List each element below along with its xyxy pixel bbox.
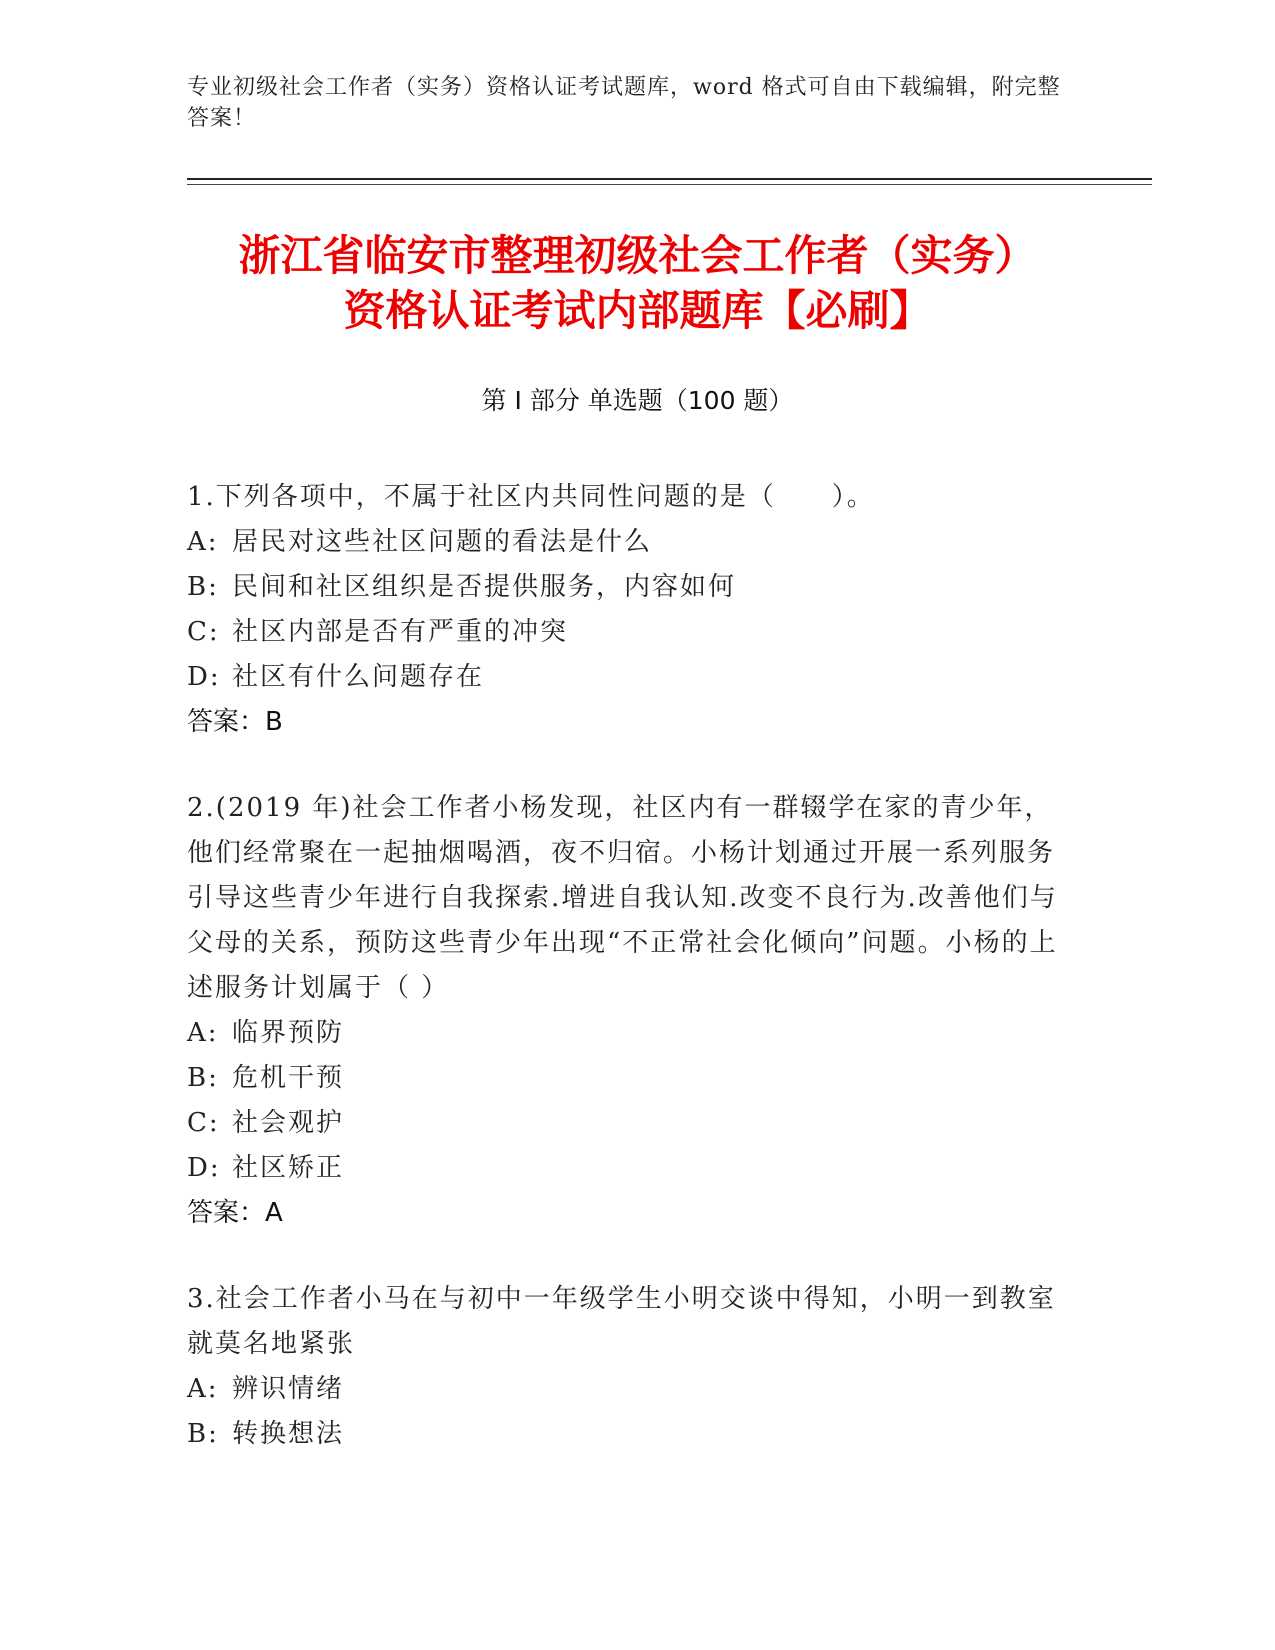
option-letter: A: <box>187 527 219 557</box>
question-list <box>187 475 1077 1498</box>
option-c <box>187 1101 1077 1146</box>
option-letter: A: <box>187 1374 219 1404</box>
option-letter: C: <box>187 1108 220 1138</box>
option-text: 临界预防 <box>232 1018 345 1048</box>
option-letter: D: <box>187 662 221 692</box>
option-text: 民间和社区组织是否提供服务，内容如何 <box>232 572 737 602</box>
option-b <box>187 1412 1077 1457</box>
option-text: 居民对这些社区问题的看法是什么 <box>232 527 653 557</box>
question-stem: 1.下列各项中，不属于社区内共同性问题的是（ ）。 <box>187 482 875 512</box>
option-text: 社区有什么问题存在 <box>232 662 485 692</box>
option-letter: D: <box>187 1153 221 1183</box>
answer: 答案：B <box>187 707 283 737</box>
option-text: 社会观护 <box>232 1108 345 1138</box>
option-text: 辨识情绪 <box>232 1374 345 1404</box>
question-stem: 3.社会工作者小马在与初中一年级学生小明交谈中得知，小明一到教室就莫名地紧张 <box>187 1284 1056 1359</box>
document-title <box>160 228 1115 338</box>
header-rule-thick <box>187 178 1152 180</box>
title-line-2: 资格认证考试内部题库【必刷】 <box>343 286 932 335</box>
option-text: 社区矫正 <box>232 1153 345 1183</box>
question-1 <box>187 475 1077 745</box>
option-a <box>187 520 1077 565</box>
section-title: 第 I 部分 单选题（100 题） <box>481 386 794 415</box>
title-line-1: 浙江省临安市整理初级社会工作者（实务） <box>238 231 1037 280</box>
option-letter: B: <box>187 1419 219 1449</box>
header-rule-thin <box>187 184 1152 185</box>
question-2 <box>187 786 1077 1236</box>
option-a <box>187 1011 1077 1056</box>
question-3 <box>187 1277 1077 1457</box>
option-c <box>187 610 1077 655</box>
option-letter: B: <box>187 572 219 602</box>
option-d <box>187 655 1077 700</box>
header-note: 专业初级社会工作者（实务）资格认证考试题库，word 格式可自由下载编辑，附完整答案！ <box>187 75 1061 131</box>
option-text: 社区内部是否有严重的冲突 <box>232 617 569 647</box>
option-a <box>187 1367 1077 1412</box>
question-stem: 2.(2019 年)社会工作者小杨发现，社区内有一群辍学在家的青少年，他们经常聚在一起抽烟喝酒，夜不归宿。小杨计划通过开展一系列服务引导这些青少年进行自我探索.增进自我认知.改变不良行为.改善他们与父母的关系，预防这些青少年出现“不正常社会化倾向”问题。小杨的上述服务计划属于（ ） <box>187 793 1058 1003</box>
option-letter: B: <box>187 1063 219 1093</box>
option-letter: C: <box>187 617 220 647</box>
option-text: 危机干预 <box>232 1063 345 1093</box>
option-d <box>187 1146 1077 1191</box>
option-b <box>187 565 1077 610</box>
answer: 答案：A <box>187 1198 283 1228</box>
option-b <box>187 1056 1077 1101</box>
option-letter: A: <box>187 1018 219 1048</box>
option-text: 转换想法 <box>232 1419 345 1449</box>
